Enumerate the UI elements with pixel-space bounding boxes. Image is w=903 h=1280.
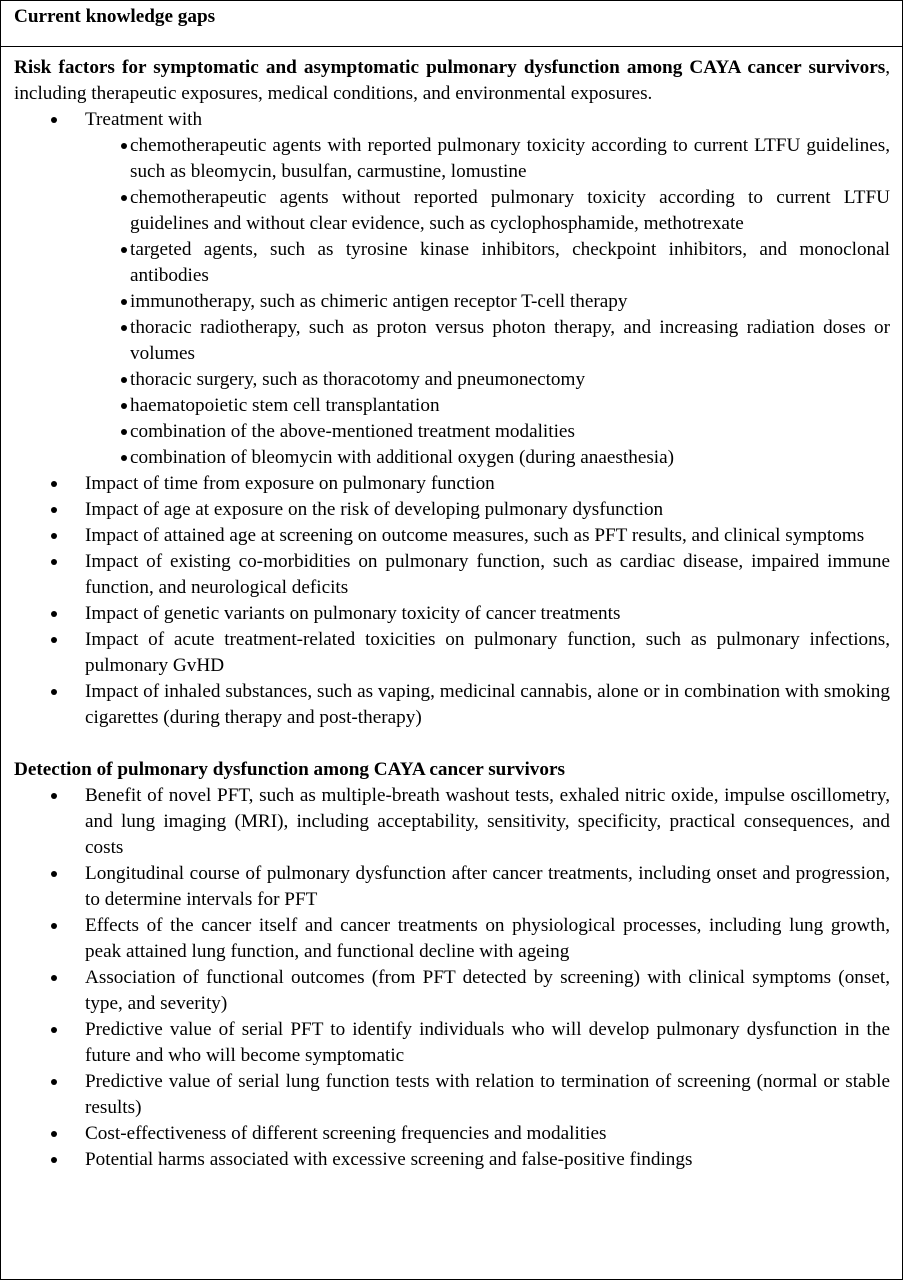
list-item: thoracic radiotherapy, such as proton versus photon therapy, and increasing radiation doses or volumes xyxy=(14,315,890,367)
bullet-icon xyxy=(51,559,57,565)
bullet-icon xyxy=(121,143,127,149)
bullet-icon xyxy=(51,637,57,643)
list-item: Impact of acute treatment-related toxicities on pulmonary function, such as pulmonary infections, pulmonary GvHD xyxy=(14,627,890,679)
list-item: Impact of existing co-morbidities on pulmonary function, such as cardiac disease, impaired immune function, and neurological deficits xyxy=(14,549,890,601)
bullet-icon xyxy=(51,1027,57,1033)
bullet-icon xyxy=(121,429,127,435)
section-spacer xyxy=(14,731,890,757)
treatment-sublist xyxy=(14,133,890,471)
section-risk-factors-heading xyxy=(14,55,890,107)
bullet-icon xyxy=(121,247,127,253)
bullet-icon xyxy=(51,871,57,877)
bullet-icon xyxy=(51,1079,57,1085)
list-item: Association of functional outcomes (from PFT detected by screening) with clinical symptoms (onset, type, and severity) xyxy=(14,965,890,1017)
table-header-cell xyxy=(1,1,902,47)
list-item: Benefit of novel PFT, such as multiple-breath washout tests, exhaled nitric oxide, impulse oscillometry, and lung imaging (MRI), including acceptability, sensitivity, specificity, practical consequences, and costs xyxy=(14,783,890,861)
list-item: Predictive value of serial PFT to identify individuals who will develop pulmonary dysfunction in the future and who will become symptomatic xyxy=(14,1017,890,1069)
bullet-icon xyxy=(51,923,57,929)
bullet-icon xyxy=(121,299,127,305)
section-detection-title: Detection of pulmonary dysfunction among CAYA cancer survivors xyxy=(14,759,565,780)
table-body-cell xyxy=(1,47,902,1279)
bullet-icon xyxy=(51,793,57,799)
bullet-icon xyxy=(51,117,57,123)
bullet-icon xyxy=(51,975,57,981)
section-risk-factors-title: Risk factors for symptomatic and asymptomatic pulmonary dysfunction among CAYA cancer survivors xyxy=(14,57,886,78)
list-item: Impact of age at exposure on the risk of developing pulmonary dysfunction xyxy=(14,497,890,523)
bullet-icon xyxy=(121,195,127,201)
list-item: targeted agents, such as tyrosine kinase inhibitors, checkpoint inhibitors, and monoclonal antibodies xyxy=(14,237,890,289)
bullet-icon xyxy=(121,455,127,461)
list-item: haematopoietic stem cell transplantation xyxy=(14,393,890,419)
risk-factors-list xyxy=(14,107,890,731)
list-item: Predictive value of serial lung function tests with relation to termination of screening (normal or stable results) xyxy=(14,1069,890,1121)
list-item: Impact of genetic variants on pulmonary toxicity of cancer treatments xyxy=(14,601,890,627)
list-item: thoracic surgery, such as thoracotomy and pneumonectomy xyxy=(14,367,890,393)
list-item xyxy=(14,107,890,471)
list-item: Impact of inhaled substances, such as vaping, medicinal cannabis, alone or in combination with smoking cigarettes (during therapy and post-therapy) xyxy=(14,679,890,731)
bullet-icon xyxy=(51,611,57,617)
detection-list xyxy=(14,783,890,1173)
bullet-icon xyxy=(51,481,57,487)
list-item: chemotherapeutic agents with reported pulmonary toxicity according to current LTFU guidelines, such as bleomycin, busulfan, carmustine, lomustine xyxy=(14,133,890,185)
list-item: immunotherapy, such as chimeric antigen receptor T-cell therapy xyxy=(14,289,890,315)
bullet-icon xyxy=(51,507,57,513)
table-title: Current knowledge gaps xyxy=(14,6,216,27)
bullet-icon xyxy=(121,377,127,383)
list-item: combination of bleomycin with additional oxygen (during anaesthesia) xyxy=(14,445,890,471)
bullet-icon xyxy=(51,689,57,695)
section-risk-factors-subtitle: , including therapeutic exposures, medical conditions, and environmental exposures. xyxy=(14,57,890,104)
list-item: Effects of the cancer itself and cancer treatments on physiological processes, including lung growth, peak attained lung function, and functional decline with ageing xyxy=(14,913,890,965)
bullet-icon xyxy=(51,1157,57,1163)
treatment-label: Treatment with xyxy=(85,109,203,130)
list-item: Longitudinal course of pulmonary dysfunction after cancer treatments, including onset and progression, to determine intervals for PFT xyxy=(14,861,890,913)
bullet-icon xyxy=(51,533,57,539)
bullet-icon xyxy=(121,325,127,331)
list-item: chemotherapeutic agents without reported pulmonary toxicity according to current LTFU guidelines and without clear evidence, such as cyclophosphamide, methotrexate xyxy=(14,185,890,237)
table-content xyxy=(14,55,890,1173)
bullet-icon xyxy=(51,1131,57,1137)
list-item: Cost-effectiveness of different screening frequencies and modalities xyxy=(14,1121,890,1147)
bullet-icon xyxy=(121,403,127,409)
list-item: Impact of time from exposure on pulmonary function xyxy=(14,471,890,497)
list-item: combination of the above-mentioned treatment modalities xyxy=(14,419,890,445)
list-item: Potential harms associated with excessive screening and false-positive findings xyxy=(14,1147,890,1173)
list-item: Impact of attained age at screening on outcome measures, such as PFT results, and clinical symptoms xyxy=(14,523,890,549)
